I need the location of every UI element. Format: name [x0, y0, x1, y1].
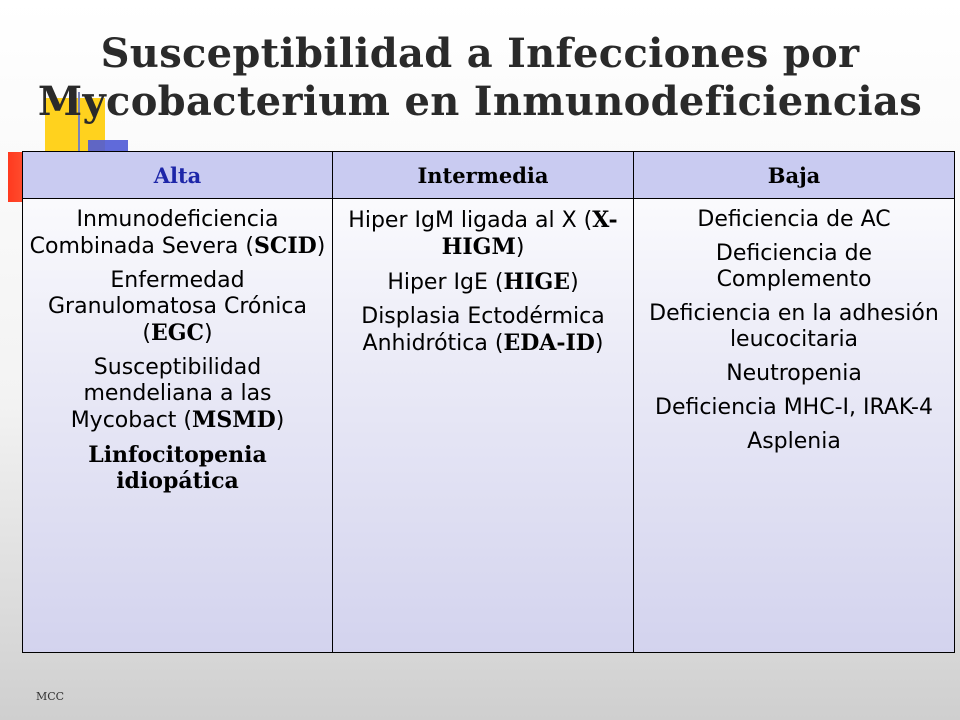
entry-text: Inmunodeficiencia Combinada Severa (	[29, 207, 279, 259]
baja-entry: Deficiencia MHC-I, IRAK-4	[655, 395, 933, 420]
header-alta: Alta	[23, 152, 333, 199]
entry-text-close: )	[594, 331, 604, 356]
susceptibility-table	[22, 151, 955, 653]
alta-entry-egc	[29, 268, 326, 347]
intermedia-entry-eda-id	[339, 304, 627, 357]
entry-abbreviation: HIGE	[503, 269, 571, 295]
entry-abbreviation: EDA-ID	[503, 330, 595, 356]
table-header-row	[23, 152, 955, 199]
entry-text-close: )	[570, 270, 579, 295]
entry-text: Susceptibilidad mendeliana a las Mycobact (	[70, 355, 272, 433]
intermedia-entry-hige	[339, 269, 627, 296]
entry-abbreviation: X-HIGM	[441, 207, 618, 260]
entry-text-close: )	[204, 321, 213, 346]
baja-entry: Deficiencia de AC	[697, 207, 891, 232]
entry-text: Enfermedad Granulomatosa Crónica (	[48, 268, 307, 346]
entry-abbreviation: EGC	[150, 320, 205, 346]
baja-entry: Neutropenia	[726, 361, 862, 386]
table-body-row	[23, 199, 955, 653]
alta-entry-scid	[29, 207, 326, 260]
entry-text: Hiper IgM ligada al X (	[348, 208, 593, 233]
alta-cell	[23, 199, 333, 653]
baja-entry: Asplenia	[747, 429, 841, 454]
entry-abbreviation: MSMD	[192, 407, 276, 433]
intermedia-cell	[333, 199, 634, 653]
entry-text: Displasia Ectodérmica Anhidrótica (	[361, 304, 605, 356]
entry-text-close: )	[515, 235, 525, 260]
baja-entry: Deficiencia en la adhesión leucocitaria	[649, 301, 939, 352]
baja-entry: Deficiencia de Complemento	[715, 241, 873, 292]
entry-abbreviation: SCID	[253, 233, 317, 259]
slide-title	[0, 30, 960, 126]
slide-title-line-1: Susceptibilidad a Infecciones por	[100, 30, 860, 77]
entry-text-close: )	[275, 408, 285, 433]
header-intermedia: Intermedia	[333, 152, 634, 199]
slide-title-line-2: Mycobacterium en Inmunodeficiencias	[37, 78, 923, 125]
alta-entry-msmd	[29, 355, 326, 434]
entry-text-close: )	[316, 234, 326, 259]
intermedia-entry-x-higm	[339, 207, 627, 261]
footer-initials: MCC	[36, 690, 65, 703]
alta-entry-linfocitopenia: Linfocitopenia idiopática	[88, 442, 267, 494]
entry-text: Hiper IgE (	[387, 270, 504, 295]
header-baja: Baja	[634, 152, 955, 199]
baja-cell	[634, 199, 955, 653]
